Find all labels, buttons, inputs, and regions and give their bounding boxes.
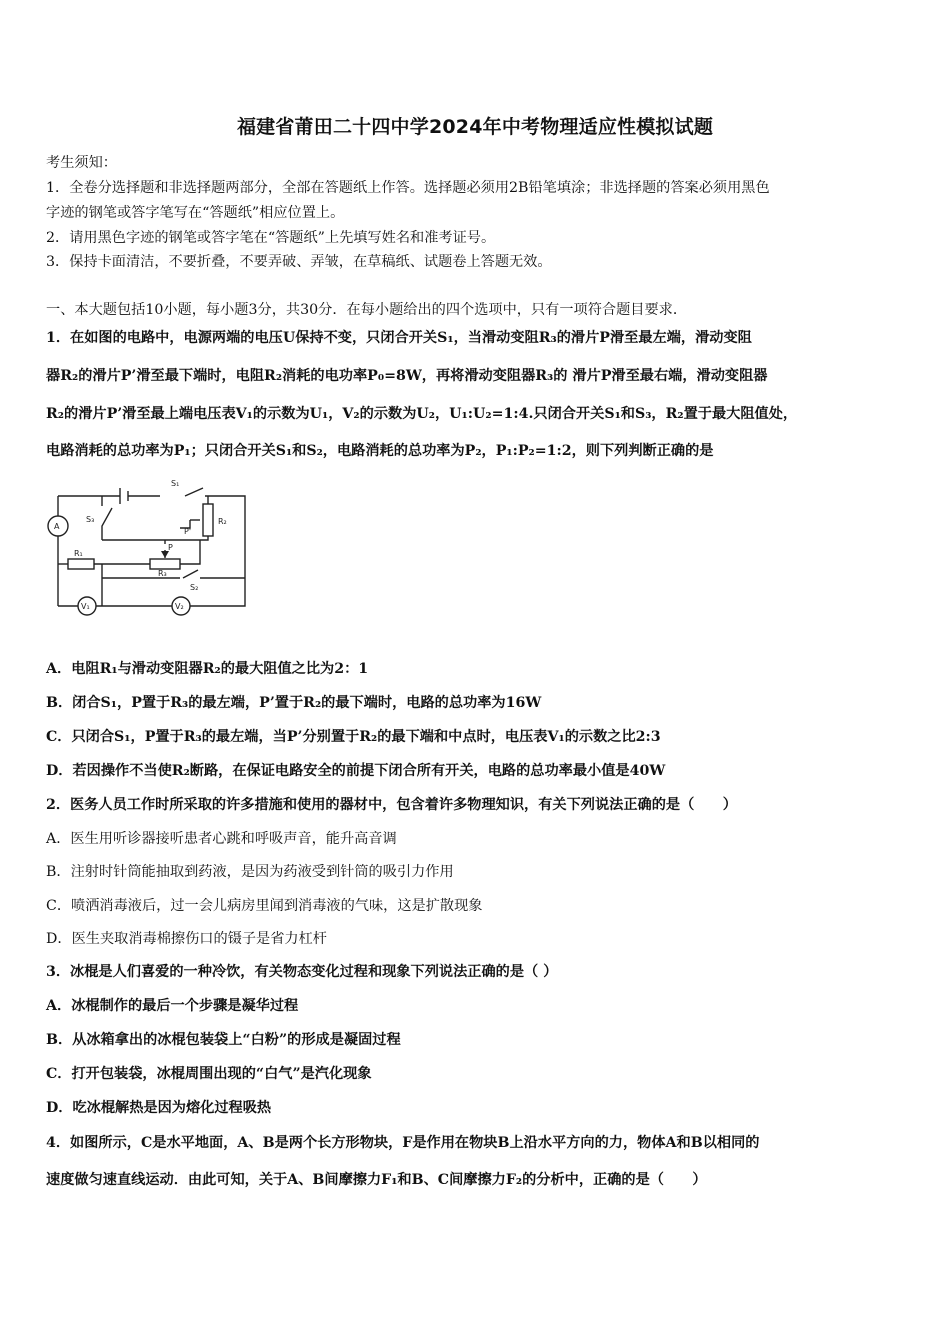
section-heading: 一、本大题包括10小题，每小题3分，共30分．在每小题给出的四个选项中，只有一项符合题目要求． bbox=[46, 302, 688, 318]
question-4-text: 4．如图所示，C是水平地面，A、B是两个长方形物块，F是作用在物块B上沿水平方向的力，物体A和B以相同的 bbox=[46, 1135, 760, 1151]
label-s3: S₃ bbox=[86, 515, 95, 524]
label-r1: R₁ bbox=[74, 549, 83, 558]
question-1-text: R₂的滑片P’滑至最上端电压表V₁的示数为U₁，V₂的示数为U₂，U₁:U₂=1:4.只闭合开关S₁和S₃，R₂置于最大阻值处， bbox=[46, 406, 798, 422]
label-s1: S₁ bbox=[171, 479, 180, 488]
question-1-option: B．闭合S₁，P置于R₃的最左端，P’置于R₂的最下端时，电路的总功率为16W bbox=[46, 695, 542, 711]
question-2-option: B．注射时针筒能抽取到药液，是因为药液受到针筒的吸引力作用 bbox=[46, 864, 454, 880]
question-2-stem: 2．医务人员工作时所采取的许多措施和使用的器材中，包含着许多物理知识，有关下列说法正确的是（ ） bbox=[46, 797, 737, 813]
label-v2: V₂ bbox=[175, 602, 184, 611]
notice-line: 字迹的钢笔或答字笔写在“答题纸”相应位置上。 bbox=[46, 205, 345, 221]
question-1-text: 1．在如图的电路中，电源两端的电压U保持不变，只闭合开关S₁，当滑动变阻R₃的滑片P滑至最左端，滑动变阻 bbox=[46, 330, 752, 346]
notice-line: 2．请用黑色字迹的钢笔或答字笔在“答题纸”上先填写姓名和准考证号。 bbox=[46, 230, 496, 246]
question-2-option: C．喷洒消毒液后，过一会儿病房里闻到消毒液的气味，这是扩散现象 bbox=[46, 898, 483, 914]
label-ammeter: A bbox=[54, 522, 60, 531]
notice-line: 3．保持卡面清洁，不要折叠，不要弄破、弄皱，在草稿纸、试题卷上答题无效。 bbox=[46, 254, 552, 270]
label-r3: R₃ bbox=[158, 569, 167, 578]
label-v1: V₁ bbox=[81, 602, 90, 611]
question-3-option: A．冰棍制作的最后一个步骤是凝华过程 bbox=[46, 998, 299, 1014]
question-2-option: A．医生用听诊器接听患者心跳和呼吸声音，能升高音调 bbox=[46, 831, 397, 847]
label-p-prime: P' bbox=[184, 527, 192, 536]
notice-heading: 考生须知： bbox=[46, 155, 117, 171]
question-2-option: D．医生夹取消毒棉擦伤口的镊子是省力杠杆 bbox=[46, 931, 327, 947]
notice-line: 1．全卷分选择题和非选择题两部分，全部在答题纸上作答。选择题必须用2B铅笔填涂；非选择题的答案必须用黑色 bbox=[46, 180, 770, 196]
label-r2: R₂ bbox=[218, 517, 227, 526]
label-s2: S₂ bbox=[190, 583, 199, 592]
page-title: 福建省莆田二十四中学2024年中考物理适应性模拟试题 bbox=[236, 116, 714, 138]
label-p: P bbox=[168, 543, 173, 552]
question-1-text: 电路消耗的总功率为P₁；只闭合开关S₁和S₂，电路消耗的总功率为P₂，P₁:P₂=1:2，则下列判断正确的是 bbox=[46, 443, 714, 459]
question-3-option: C．打开包装袋，冰棍周围出现的“白气”是汽化现象 bbox=[46, 1066, 372, 1082]
question-1-text: 器R₂的滑片P’滑至最下端时，电阻R₂消耗的电功率P₀=8W，再将滑动变阻器R₃的 滑片P滑至最右端，滑动变阻器 bbox=[46, 368, 768, 384]
circuit-diagram bbox=[40, 478, 255, 626]
question-1-option: D．若因操作不当使R₂断路，在保证电路安全的前提下闭合所有开关，电路的总功率最小值是40W bbox=[46, 763, 666, 779]
question-1-option: C．只闭合S₁，P置于R₃的最左端，当P’分别置于R₂的最下端和中点时，电压表V₁的示数之比2:3 bbox=[46, 729, 661, 745]
question-4-text: 速度做匀速直线运动．由此可知，关于A、B间摩擦力F₁和B、C间摩擦力F₂的分析中，正确的是（ ） bbox=[46, 1172, 707, 1188]
question-3-stem: 3．冰棍是人们喜爱的一种冷饮，有关物态变化过程和现象下列说法正确的是（ ） bbox=[46, 964, 558, 980]
question-3-option: D．吃冰棍解热是因为熔化过程吸热 bbox=[46, 1100, 272, 1116]
question-3-option: B．从冰箱拿出的冰棍包装袋上“白粉”的形成是凝固过程 bbox=[46, 1032, 401, 1048]
question-1-option: A．电阻R₁与滑动变阻器R₂的最大阻值之比为2：1 bbox=[46, 661, 369, 677]
